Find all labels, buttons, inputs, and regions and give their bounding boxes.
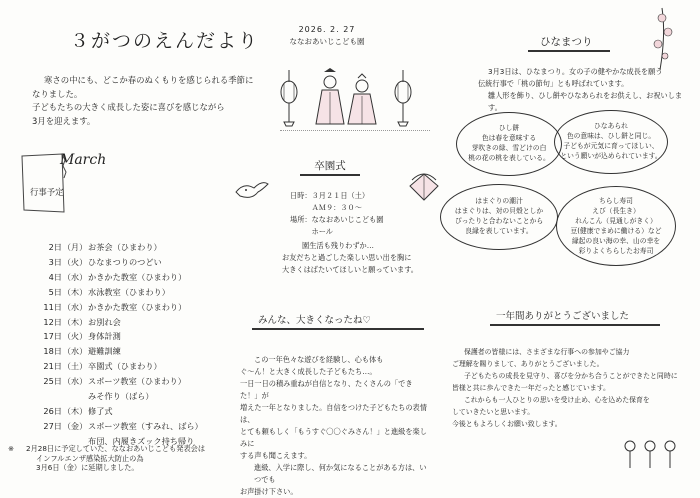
oval-ushiojiru: はまぐりの潮汁 はまぐりは、対の貝殻としか ぴったりと合わないことから 良縁を表しています。: [440, 184, 558, 250]
schedule-row: 25日 （水） スポーツ教室（ひまわり）: [43, 376, 186, 387]
schedule-row: 26日 （木） 修了式: [43, 405, 113, 416]
intro-line: 3月を迎えます。: [32, 115, 96, 126]
thanks-heading: 一年間ありがとうございました: [496, 311, 630, 322]
nursery-name: ななおあいじこども園: [289, 37, 365, 46]
schedule-row: 17日 （火） 身体計測: [43, 331, 121, 342]
oval-chirashizushi: ちらし寿司 えび（長生き） れんこん（見通しがきく） 豆(健康でまめに働ける）など 縁起の良い海の幸、山の幸を 彩りよくちらしたお寿司: [556, 186, 676, 266]
schedule-row: 27日 （金） スポーツ教室（すみれ、ばら）: [43, 420, 203, 431]
schedule-row: 布団、内履きズック持ち帰り: [88, 435, 195, 446]
page-title: ３がつのえんだより: [70, 30, 260, 52]
graduation-message: 園生活も残りわずか… お友だちと過ごした楽しい思い出を胸に 大きくはばたいてほしいと願っています。: [282, 241, 418, 274]
schedule-row: 3日 （火） ひなまつりのつどい: [48, 256, 162, 267]
schedule-row: 2日 （月） お茶会（ひまわり）: [48, 242, 162, 252]
thanks-body: 保護者の皆様には、さまざまな行事への参加やご協力 ご理解を賜りまして、ありがとうございました。 子どもたちの成長を見守り、喜びを分かち合うことができたと同時に 皆様と共に歩んできた一年だったと感じています。 これからも一人ひとりの思いを受け止め、心を込めた保育を していきたいと思います。 今後ともよろしくお願い致します。: [452, 348, 678, 428]
intro-line: 子どもたちの大きく成長した姿に喜びを感じながら: [32, 102, 225, 112]
grown-body: この一年色々な遊びを経験し、心も体も ぐ～ん！と大きく成長した子どもたち…。 一日一日の積み重ねが自信となり、たくさんの「できた！」が 増えた一年となりました。自信をつけた子どもたちの表情は、 とても頼もしく「もうすぐ〇〇ぐみさん！」と進級を楽しみに する声も聞こえます。 進級、入学に際し、何か気になることがある方は、いつでも お声掛け下さい。: [240, 355, 427, 496]
schedule-row: みそ作り（ばら）: [88, 391, 154, 402]
peach-blossom-branch: [632, 4, 692, 74]
schedule-note: 2月28日に予定していた、ななおあいじこども発表会は インフルエンザ感染拡大防止の為 3月6日（金）に延期しました。: [26, 444, 206, 472]
graduation-details: 日時：３月２１日（土） ＡＭ９：３０～ 場所：ななおあいじこども園 ホール: [290, 191, 384, 236]
schedule-row: 18日 （水） 避難訓練: [43, 346, 121, 357]
heading-underline: [300, 174, 360, 176]
schedule-row: 5日 （木） 水泳教室（ひまわり）: [48, 286, 170, 297]
schedule-row: 4日 （水） かきかた教室（ひまわり）: [48, 271, 187, 282]
graduation-heading: 卒園式: [314, 160, 346, 172]
heading-underline: [528, 50, 610, 52]
intro-line: 寒さの中にも、どこか春のぬくもりを感じられる季節に: [44, 75, 254, 85]
hinamatsuri-body: 3月3日は、ひなまつり。女の子の健やかな成長を願う 伝統行事で「桃の節句」とも呼ばれています。 雛人形を飾り、ひし餅やひなあられをお供えし、お祝いします。: [478, 67, 683, 112]
intro-line: なりました。: [32, 88, 83, 99]
schedule-row: 11日 （水） かきかた教室（ひまわり）: [43, 301, 187, 312]
oval-hinaarare: ひなあられ 色の意味は、ひし餅と同じ。 子どもが元気に育ってほしい、 という願いが込められています。: [554, 110, 668, 174]
heading-underline: [490, 324, 660, 326]
note-mark: ※: [8, 444, 15, 453]
intro-text: [32, 74, 253, 128]
schedule-row: 12日 （木） お別れ会: [43, 316, 121, 327]
schedule-row: 21日 （土） 卒園式（ひまわり）: [43, 361, 162, 372]
issue-date: 2026. 2. 27: [298, 25, 356, 34]
hinamatsuri-heading: ひなまつり: [540, 36, 593, 48]
grown-heading: みんな、大きくなったね♡: [258, 315, 372, 326]
schedule-heading: 行事予定: [30, 187, 64, 197]
heading-underline: [252, 328, 424, 330]
divider: [280, 124, 430, 131]
oval-hishimochi: ひし餅 色は春を意味する 芽吹きの緑、雪どけの白 桃の花の桃を表している。: [456, 112, 562, 176]
flowers-illustration: [620, 436, 684, 474]
schedule-list: [4, 240, 203, 449]
dove-icon: [232, 176, 272, 206]
march-script: March: [60, 152, 107, 168]
